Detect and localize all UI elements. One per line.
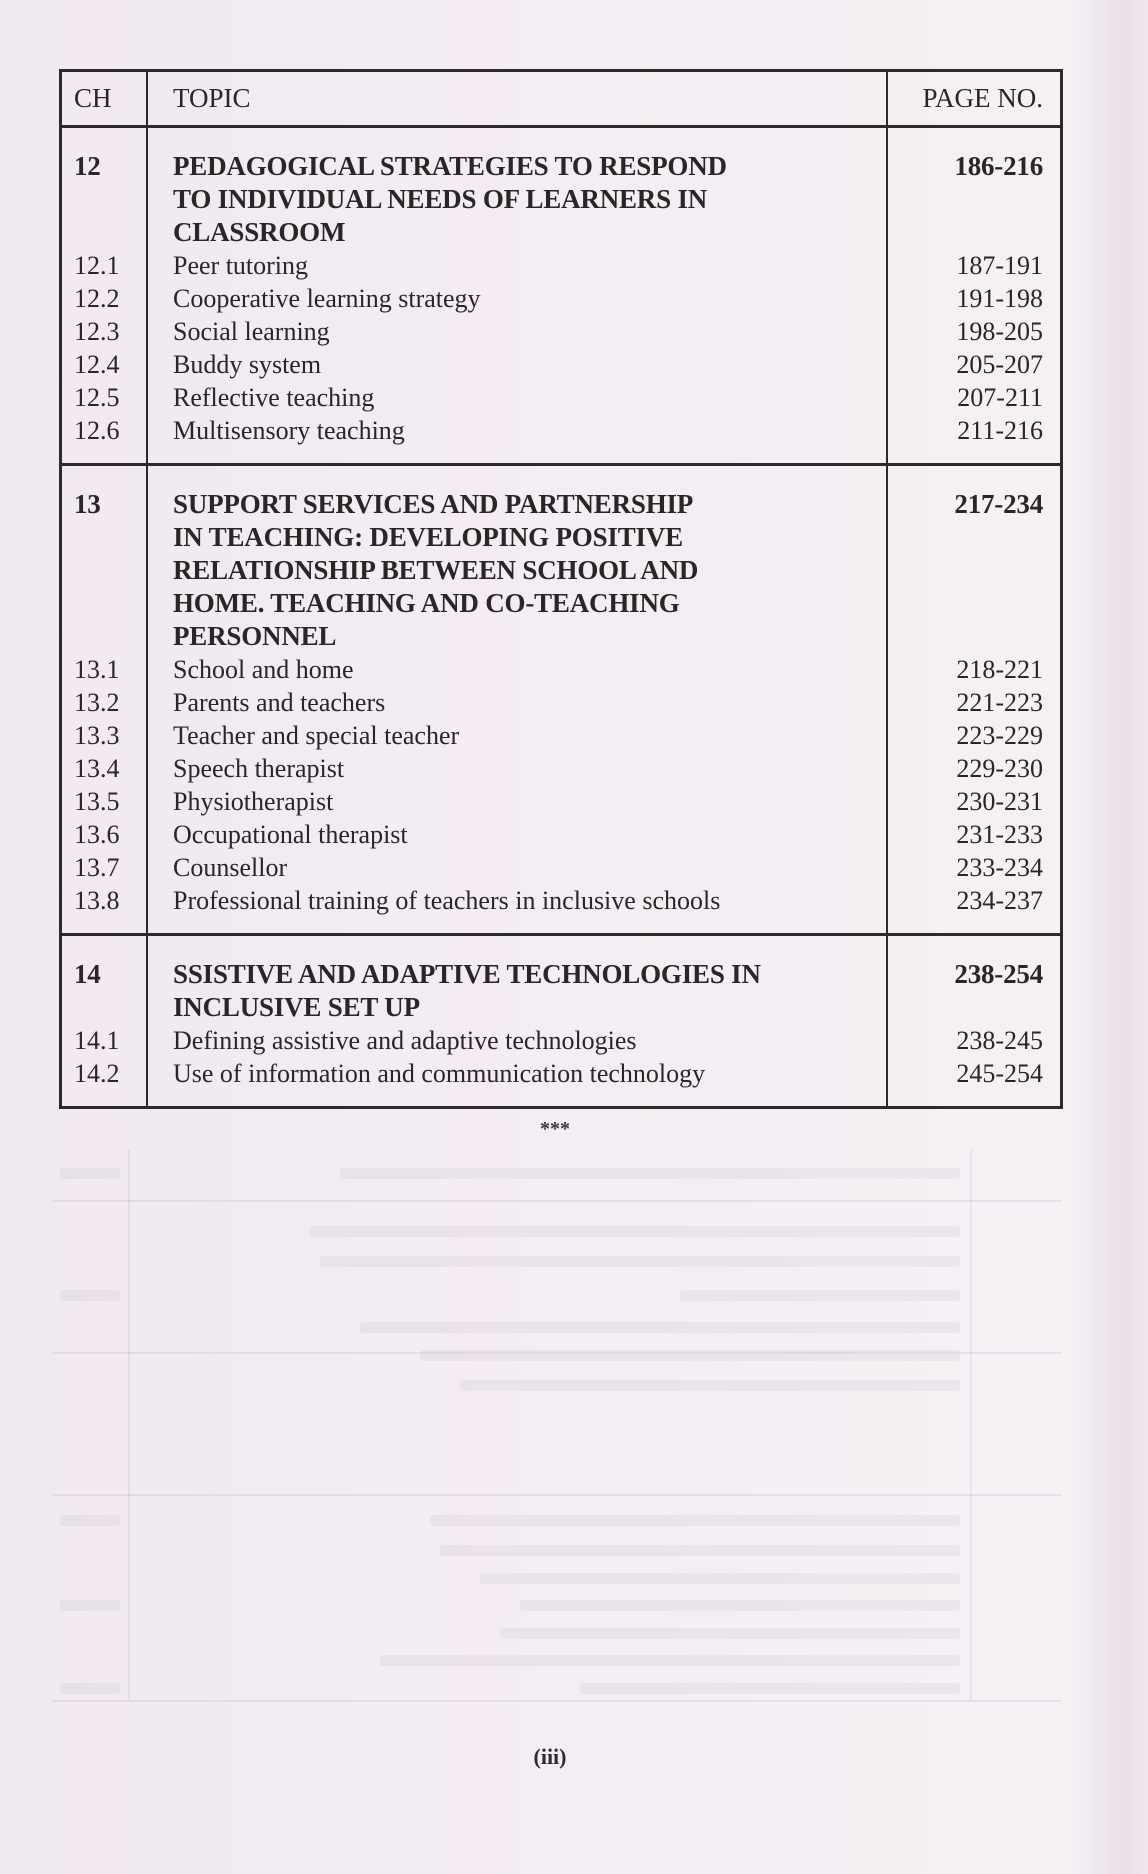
section-pages: 238-245 [956,1026,1043,1055]
section-topic: Multisensory teaching [173,416,405,445]
spacer [74,991,146,1024]
page-column [888,466,1060,933]
section-number: 12.6 [74,416,120,445]
section-topic: Parents and teachers [173,688,386,717]
spacer [74,183,146,216]
ch-column [62,936,148,1106]
section-pages: 245-254 [956,1059,1043,1088]
page-column [888,128,1060,463]
section-topic: Cooperative learning strategy [173,284,481,313]
section-topic: Use of information and communication technology [173,1059,706,1088]
section-pages: 211-216 [957,416,1043,445]
chapter-title-line: SSISTIVE AND ADAPTIVE TECHNOLOGIES IN [173,959,761,989]
section-number: 13.7 [74,853,120,882]
spacer [74,620,146,653]
chapter-title-line: INCLUSIVE SET UP [173,992,420,1022]
section-number: 13.4 [74,754,120,783]
section-pages: 229-230 [956,754,1043,783]
spacer [888,554,1043,587]
spacer [888,991,1043,1024]
section-topic: Defining assistive and adaptive technologies [173,1026,637,1055]
section-number: 12.5 [74,383,120,412]
chapter-section-1 [62,466,1060,936]
section-number: 12.1 [74,251,120,280]
spacer [888,183,1043,216]
header-topic: TOPIC [148,72,888,125]
section-pages: 223-229 [956,721,1043,750]
section-pages: 231-233 [956,820,1043,849]
section-pages: 205-207 [956,350,1043,379]
spacer [74,521,146,554]
section-pages: 191-198 [956,284,1043,313]
section-pages: 187-191 [956,251,1043,280]
spacer [888,216,1043,249]
table-header-row [62,72,1060,128]
topic-column [148,936,888,1106]
spacer [888,521,1043,554]
chapter-title-line: TO INDIVIDUAL NEEDS OF LEARNERS IN [173,184,708,214]
spacer [888,587,1043,620]
ch-column [62,128,148,463]
section-topic: Reflective teaching [173,383,375,412]
section-topic: Buddy system [173,350,322,379]
chapter-section-2 [62,936,1060,1106]
section-pages: 233-234 [956,853,1043,882]
section-topic: Social learning [173,317,330,346]
section-number: 13.5 [74,787,120,816]
ch-column [62,466,148,933]
section-number: 14.2 [74,1059,120,1088]
chapter-title-line: SUPPORT SERVICES AND PARTNERSHIP [173,489,694,519]
section-pages: 207-211 [957,383,1043,412]
spacer [888,620,1043,653]
chapter-number: 13 [74,489,101,519]
chapter-section-0 [62,128,1060,466]
section-number: 13.2 [74,688,120,717]
section-pages: 218-221 [956,655,1043,684]
topic-column [148,128,888,463]
section-topic: Teacher and special teacher [173,721,460,750]
section-topic: Occupational therapist [173,820,408,849]
section-number: 13.3 [74,721,120,750]
spacer [74,554,146,587]
section-topic: Physiotherapist [173,787,334,816]
spacer [74,587,146,620]
chapter-title-line: HOME. TEACHING AND CO-TEACHING [173,588,680,618]
section-topic: Peer tutoring [173,251,309,280]
chapter-pages: 186-216 [954,151,1043,181]
chapter-pages: 217-234 [954,489,1043,519]
section-number: 14.1 [74,1026,120,1055]
chapter-number: 14 [74,959,101,989]
page-folio: (iii) [533,1744,567,1769]
section-pages: 230-231 [956,787,1043,816]
section-number: 12.3 [74,317,120,346]
header-page-no: PAGE NO. [922,83,1043,113]
section-number: 12.2 [74,284,120,313]
chapter-number: 12 [74,151,101,181]
section-topic: School and home [173,655,354,684]
section-number: 13.1 [74,655,120,684]
section-number: 13.6 [74,820,120,849]
section-topic: Speech therapist [173,754,345,783]
chapter-title-line: RELATIONSHIP BETWEEN SCHOOL AND [173,555,699,585]
page-column [888,936,1060,1106]
contents-table [59,69,1063,1109]
section-number: 13.8 [74,886,120,915]
section-number: 12.4 [74,350,120,379]
section-pages: 198-205 [956,317,1043,346]
chapter-title-line: PEDAGOGICAL STRATEGIES TO RESPOND [173,151,727,181]
chapter-title-line: PERSONNEL [173,621,337,651]
section-topic: Counsellor [173,853,288,882]
topic-column [148,466,888,933]
chapter-title-line: IN TEACHING: DEVELOPING POSITIVE [173,522,683,552]
chapter-title-line: CLASSROOM [173,217,346,247]
end-mark: *** [540,1118,570,1140]
section-pages: 221-223 [956,688,1043,717]
header-ch: CH [62,72,148,125]
chapter-pages: 238-254 [954,959,1043,989]
section-pages: 234-237 [956,886,1043,915]
section-topic: Professional training of teachers in inclusive schools [173,886,721,915]
spacer [74,216,146,249]
